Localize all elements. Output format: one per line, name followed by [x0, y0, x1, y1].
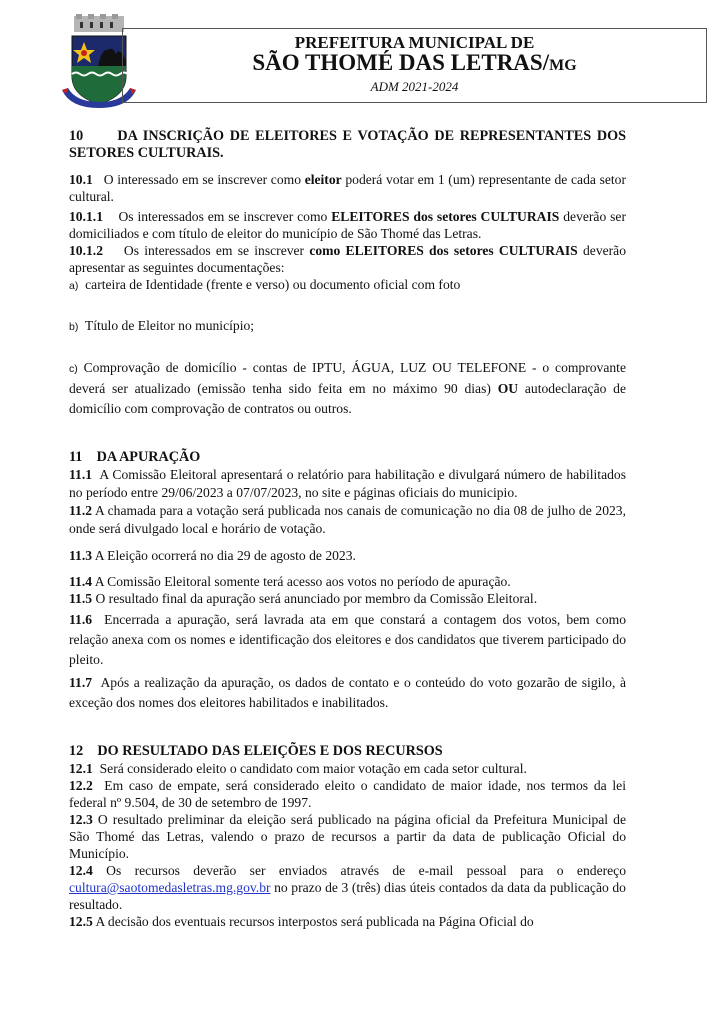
clause-text: Em caso de empate, será considerado eleito o candidato de maior idade, nos termos da lei federal nº 9.504, de 30 de setembro de 1997.	[69, 778, 626, 810]
clause-number: 10.1.1	[69, 209, 103, 224]
header-administration: ADM 2021-2024	[370, 79, 459, 94]
clause-number: 12.4	[69, 863, 93, 878]
clause-10-1-2	[69, 242, 626, 276]
email-link[interactable]: cultura@saotomedasletras.mg.gov.br	[69, 880, 271, 895]
clause-12-2	[69, 777, 626, 811]
clause-number: 11.5	[69, 591, 93, 606]
clause-bold-text: eleitor	[304, 172, 342, 187]
clause-number: 11.1	[69, 467, 93, 482]
municipality-name: SÃO THOMÉ DAS LETRAS/	[252, 50, 550, 75]
list-item-c	[69, 358, 626, 419]
list-marker: a)	[69, 280, 79, 292]
document-body	[69, 128, 626, 930]
clause-text: Encerrada a apuração, será lavrada ata em que constará a contagem dos votos, bem como relação anexa com os nomes e identificação dos eleitores e dos candidatos que tiverem participado do pleito.	[69, 612, 627, 667]
clause-text: A Comissão Eleitoral somente terá acesso aos votos no período de apuração.	[94, 574, 511, 589]
clause-11-6	[69, 610, 626, 670]
clause-number: 11.3	[69, 548, 93, 563]
clause-text: A Comissão Eleitoral apresentará o relatório para habilitação e divulgará número de habilitados no período entre 29/06/2023 a 07/07/2023, no site e páginas oficiais do municipio.	[69, 467, 626, 500]
list-marker: c)	[69, 363, 78, 375]
clause-text: poderá votar em 1 (um) representante de cada setor cultural.	[69, 172, 626, 204]
clause-text: Os interessados em se inscrever como	[118, 209, 328, 224]
section-heading: DA APURAÇÃO	[96, 449, 201, 465]
list-item-bold-text: OU	[497, 381, 519, 396]
list-item-b	[69, 317, 626, 336]
clause-10-1-1	[69, 208, 626, 242]
clause-11-2	[69, 502, 626, 538]
clause-number: 11.2	[69, 503, 93, 518]
clause-text: deverão ser domiciliados e com título de eleitor do município de São Thomé das Letras.	[69, 209, 626, 241]
list-item-a	[69, 276, 626, 295]
section-heading: DO RESULTADO DAS ELEIÇÕES E DOS RECURSOS	[97, 743, 443, 759]
section-number: 10	[69, 128, 84, 144]
clause-12-4	[69, 862, 626, 913]
clause-text: A decisão dos eventuais recursos interpostos será publicada na Página Oficial do	[95, 914, 534, 929]
clause-text: O resultado final da apuração será anunciado por membro da Comissão Eleitoral.	[95, 591, 538, 606]
clause-text: no prazo de 3 (três) dias úteis contados da data da publicação do resultado.	[69, 880, 626, 912]
mural-crown-icon	[74, 14, 124, 32]
header-box	[122, 28, 707, 103]
list-item-text: Título de Eleitor no município;	[84, 318, 255, 333]
clause-text: Os interessados em se inscrever	[123, 243, 305, 258]
section-number: 11	[69, 449, 83, 465]
clause-11-1	[69, 466, 626, 502]
clause-number: 11.4	[69, 574, 93, 589]
clause-10-1	[69, 171, 626, 205]
clause-number: 10.1	[69, 172, 93, 187]
clause-11-3	[69, 547, 626, 564]
clause-text: Após a realização da apuração, os dados de contato e o conteúdo do voto gozarão de sigilo, à exceção dos nomes dos eleitores habilitados e inabilitados.	[69, 675, 626, 710]
clause-number: 12.3	[69, 812, 93, 827]
list-item-text: carteira de Identidade (frente e verso) ou documento oficial com foto	[85, 277, 461, 292]
clause-11-7	[69, 673, 626, 713]
clause-text: Os recursos deverão ser enviados através de e-mail pessoal para o endereço	[106, 863, 626, 878]
list-item-text: autodeclaração de domicílio com comprovação de contratos ou outros.	[69, 381, 627, 416]
header-line1: PREFEITURA MUNICIPAL DE	[294, 33, 535, 52]
section-number: 12	[69, 743, 84, 759]
shield-icon	[72, 36, 128, 104]
section-heading: DA INSCRIÇÃO DE ELEITORES E VOTAÇÃO DE REPRESENTANTES DOS SETORES CULTURAIS.	[69, 128, 627, 161]
section-10-title	[69, 128, 626, 162]
clause-bold-text: ELEITORES dos setores CULTURAIS	[331, 209, 560, 224]
clause-number: 11.7	[69, 675, 93, 690]
clause-12-3	[69, 811, 626, 862]
header-line2	[123, 50, 706, 76]
clause-text: A Eleição ocorrerá no dia 29 de agosto de 2023.	[94, 548, 356, 563]
clause-11-5	[69, 590, 626, 607]
section-11-title	[69, 449, 626, 466]
clause-11-4	[69, 573, 626, 590]
clause-12-1	[69, 760, 626, 777]
clause-number: 12.5	[69, 914, 93, 929]
clause-12-5	[69, 913, 626, 930]
clause-number: 12.1	[69, 761, 93, 776]
clause-number: 10.1.2	[69, 243, 103, 258]
section-12-title	[69, 743, 626, 760]
list-marker: b)	[69, 321, 79, 333]
list-item-text: Comprovação de domicílio - contas de IPTU, ÁGUA, LUZ OU TELEFONE - o comprovante deverá ser atualizado (emissão tenha sido feita em no máximo 90 dias)	[69, 360, 626, 396]
clause-text: deverão apresentar as seguintes documentações:	[69, 243, 627, 275]
clause-text: O resultado preliminar da eleição será publicado na página oficial da Prefeitura Municipal de São Thomé das Letras, valendo o prazo de recursos a partir da data de publicação Oficial do Município.	[69, 812, 626, 861]
state-abbreviation: MG	[549, 57, 577, 74]
clause-number: 11.6	[69, 612, 93, 627]
clause-text: A chamada para a votação será publicada nos canais de comunicação no dia 08 de julho de 2023, onde será divulgado local e horário de votação.	[69, 503, 626, 536]
clause-text: O interessado em se inscrever como	[103, 172, 302, 187]
clause-number: 12.2	[69, 778, 93, 793]
clause-bold-text: como ELEITORES dos setores CULTURAIS	[309, 243, 578, 258]
clause-text: Será considerado eleito o candidato com maior votação em cada setor cultural.	[99, 761, 527, 776]
